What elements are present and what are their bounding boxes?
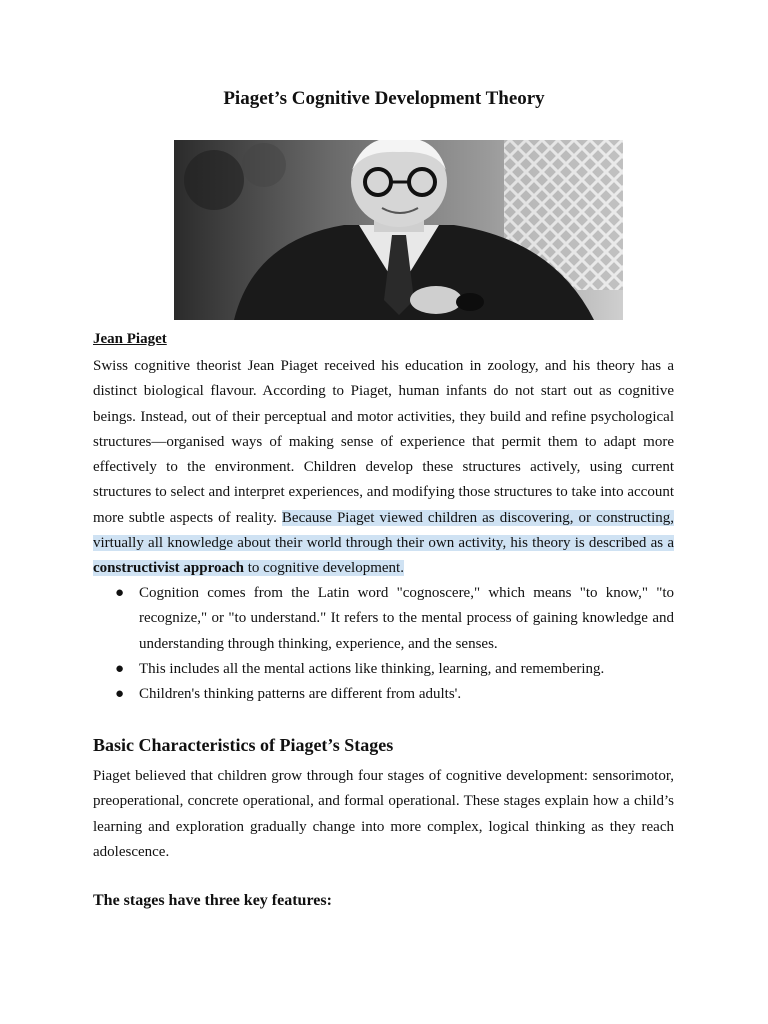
bullet-icon: ● [115,585,125,601]
intro-text: Swiss cognitive theorist Jean Piaget received his education in zoology, and his theory has a distinct biological flavour. According to Piaget, human infants do not start out as cognitive beings. Instead, out of their perceptual and motor activities, they build and refine psychological structures—organised ways of making sense of experience that permit them to adapt more effectively to the environment. Children develop these structures actively, using current structures to select and interpret experiences, and modifying those structures to take into account more subtle aspects of reality. [93,358,674,526]
bullet-list [93,581,674,707]
bullet-icon: ● [115,686,125,703]
list-item [93,682,674,707]
list-item [93,581,674,657]
portrait-photo [174,140,623,320]
list-item-text: Cognition comes from the Latin word "cognoscere," which means "to know," "to recognize," or "to understand." It refers to the mental process of gaining knowledge and understanding through thinking, experience, and the senses. [139,585,674,652]
intro-paragraph [93,354,674,582]
constructivist-term: constructivist approach [93,560,244,577]
list-item-text: This includes all the mental actions like thinking, learning, and remembering. [139,660,605,677]
section-subheading: Jean Piaget [93,331,167,347]
list-item-text: Children's thinking patterns are different from adults'. [139,686,462,703]
bullet-icon: ● [115,660,125,677]
portrait-image [174,140,623,320]
section-heading: Basic Characteristics of Piaget’s Stages [93,735,394,755]
page-title: Piaget’s Cognitive Development Theory [223,88,545,109]
stages-paragraph: Piaget believed that children grow through four stages of cognitive development: sensorimotor, preoperational, concrete operational, and formal operational. These stages explain how a child’s learning and exploration gradually change into more complex, logical thinking as they reach adolescence. [93,768,674,860]
key-features-heading: The stages have three key features: [93,892,332,909]
highlight-text-b: to cognitive development. [247,560,404,577]
list-item [93,657,674,682]
highlight-text-a: Because Piaget viewed children as discovering, or constructing, virtually all knowledge about their world through their own activity, his theory is described as a [93,509,674,552]
